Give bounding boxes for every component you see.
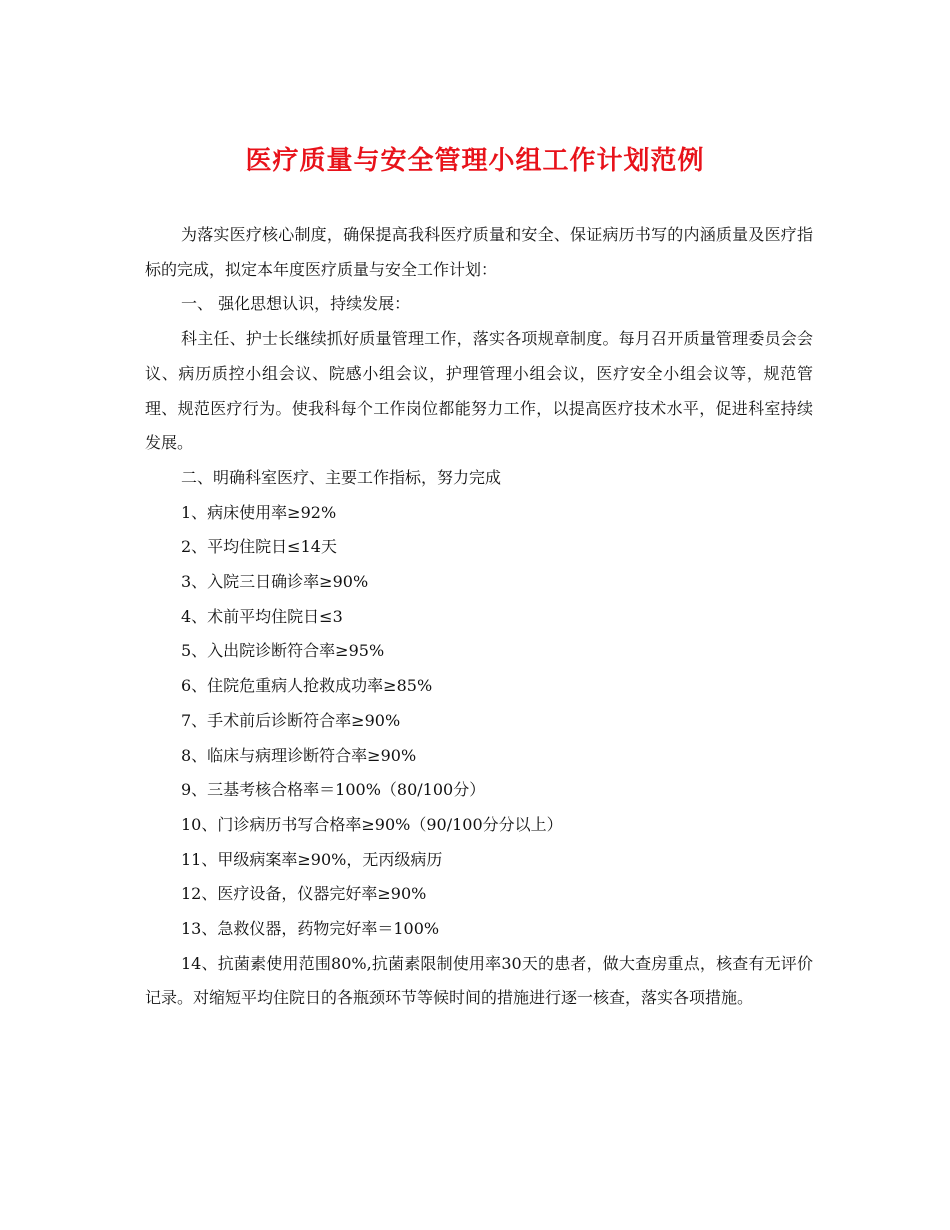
list-item: 5、入出院诊断符合率≥95%	[181, 641, 385, 661]
section-heading-2: 二、明确科室医疗、主要工作指标，努力完成	[181, 467, 502, 487]
list-item: 14、抗菌素使用范围80%,抗菌素限制使用率30天的患者，做大查房重点，核查有无评价记录。对缩短平均住院日的各瓶颈环节等候时间的措施进行逐一核查，落实各项措施。	[145, 953, 813, 1008]
list-item: 6、住院危重病人抢救成功率≥85%	[181, 676, 433, 696]
document-body	[145, 218, 813, 1016]
list-item: 7、手术前后诊断符合率≥90%	[181, 710, 401, 730]
section-1-paragraph: 科主任、护士长继续抓好质量管理工作，落实各项规章制度。每月召开质量管理委员会会议、病历质控小组会议、院感小组会议，护理管理小组会议，医疗安全小组会议等，规范管理、规范医疗行为。使我科每个工作岗位都能努力工作，以提高医疗技术水平，促进科室持续发展。	[145, 329, 813, 453]
list-item: 8、临床与病理诊断符合率≥90%	[181, 745, 417, 765]
list-item: 1、病床使用率≥92%	[181, 502, 337, 522]
list-item: 3、入院三日确诊率≥90%	[181, 572, 369, 592]
list-item: 11、甲级病案率≥90%，无丙级病历	[181, 849, 443, 869]
list-item: 10、门诊病历书写合格率≥90%（90/100分分以上）	[181, 814, 563, 834]
list-item: 2、平均住院日≤14天	[181, 537, 337, 557]
intro-paragraph: 为落实医疗核心制度，确保提高我科医疗质量和安全、保证病历书写的内涵质量及医疗指标的完成，拟定本年度医疗质量与安全工作计划：	[145, 225, 813, 279]
list-item: 12、医疗设备，仪器完好率≥90%	[181, 884, 427, 904]
list-item: 9、三基考核合格率＝100%（80/100分）	[181, 780, 486, 800]
list-item: 4、术前平均住院日≤3	[181, 606, 343, 626]
list-item: 13、急救仪器，药物完好率＝100%	[181, 919, 440, 939]
section-heading-1: 一、 强化思想认识，持续发展：	[181, 294, 411, 314]
document-title: 医疗质量与安全管理小组工作计划范例	[245, 146, 705, 176]
